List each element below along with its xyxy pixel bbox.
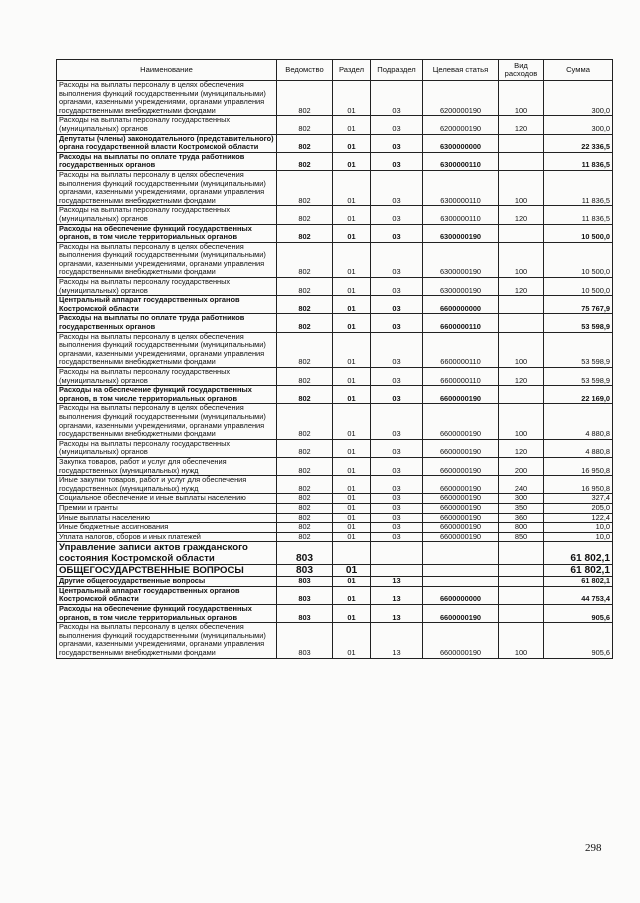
cell-sum: 300,0: [544, 116, 613, 134]
cell-sum: 205,0: [544, 503, 613, 513]
cell-dept: 802: [277, 386, 333, 404]
cell-sum: 61 802,1: [544, 542, 613, 565]
header-dept: Ведомство: [277, 60, 333, 81]
table-row: [57, 206, 613, 224]
cell-section: 01: [333, 513, 371, 523]
cell-type: 100: [499, 242, 544, 277]
cell-article: 6300000110: [423, 152, 499, 170]
cell-section: 01: [333, 242, 371, 277]
cell-sum: 10 500,0: [544, 224, 613, 242]
cell-name: Другие общегосударственные вопросы: [57, 577, 277, 587]
budget-table: [56, 59, 613, 659]
cell-subsection: 03: [371, 206, 423, 224]
cell-subsection: 03: [371, 134, 423, 152]
cell-name: Иные выплаты населению: [57, 513, 277, 523]
cell-sum: 75 767,9: [544, 296, 613, 314]
cell-article: 6200000190: [423, 116, 499, 134]
cell-dept: 802: [277, 278, 333, 296]
table-row: [57, 523, 613, 533]
cell-section: 01: [333, 523, 371, 533]
cell-subsection: 03: [371, 494, 423, 504]
cell-name: Закупка товаров, работ и услуг для обеспечения государственных (муниципальных) нужд: [57, 457, 277, 475]
cell-section: 01: [333, 206, 371, 224]
cell-dept: 802: [277, 242, 333, 277]
cell-section: 01: [333, 314, 371, 332]
cell-subsection: 13: [371, 586, 423, 604]
cell-section: 01: [333, 116, 371, 134]
cell-article: 6600000190: [423, 457, 499, 475]
cell-type: 350: [499, 503, 544, 513]
cell-type: 300: [499, 494, 544, 504]
cell-dept: 802: [277, 170, 333, 205]
cell-type: 120: [499, 116, 544, 134]
cell-section: 01: [333, 296, 371, 314]
cell-name: Депутаты (члены) законодательного (представительного) органа государственной власти Костромской области: [57, 134, 277, 152]
cell-dept: 802: [277, 457, 333, 475]
cell-name: Расходы на обеспечение функций государственных органов, в том числе территориальных органов: [57, 224, 277, 242]
cell-article: 6600000190: [423, 513, 499, 523]
cell-dept: 803: [277, 623, 333, 658]
cell-type: [499, 314, 544, 332]
cell-name: Управление записи актов гражданского состояния Костромской области: [57, 542, 277, 565]
cell-type: [499, 605, 544, 623]
table-row: [57, 542, 613, 565]
cell-section: 01: [333, 368, 371, 386]
cell-sum: 53 598,9: [544, 368, 613, 386]
table-row: [57, 296, 613, 314]
cell-sum: 905,6: [544, 605, 613, 623]
cell-article: 6600000190: [423, 532, 499, 542]
table-row: [57, 586, 613, 604]
cell-name: Иные закупки товаров, работ и услуг для обеспечения государственных (муниципальных) нужд: [57, 476, 277, 494]
cell-name: Расходы на выплаты персоналу в целях обеспечения выполнения функций государственными (муниципальными) органами, казенными учреждениями, органами управления государственными внебюджетными фондами: [57, 404, 277, 439]
cell-subsection: 03: [371, 476, 423, 494]
table-row: [57, 314, 613, 332]
cell-name: Центральный аппарат государственных органов Костромской области: [57, 586, 277, 604]
cell-dept: 802: [277, 368, 333, 386]
cell-sum: 4 880,8: [544, 439, 613, 457]
cell-dept: 802: [277, 439, 333, 457]
cell-type: 850: [499, 532, 544, 542]
cell-dept: 802: [277, 314, 333, 332]
cell-subsection: 03: [371, 242, 423, 277]
cell-type: [499, 577, 544, 587]
cell-name: Расходы на выплаты персоналу в целях обеспечения выполнения функций государственными (муниципальными) органами, казенными учреждениями, органами управления государственными внебюджетными фондами: [57, 623, 277, 658]
cell-dept: 802: [277, 116, 333, 134]
cell-type: [499, 586, 544, 604]
cell-dept: 802: [277, 152, 333, 170]
cell-section: [333, 542, 371, 565]
cell-type: 120: [499, 278, 544, 296]
header-section: Раздел: [333, 60, 371, 81]
cell-dept: 802: [277, 224, 333, 242]
cell-name: Социальное обеспечение и иные выплаты населению: [57, 494, 277, 504]
cell-article: [423, 565, 499, 577]
cell-section: 01: [333, 457, 371, 475]
cell-article: 6600000190: [423, 523, 499, 533]
cell-section: 01: [333, 623, 371, 658]
cell-sum: 4 880,8: [544, 404, 613, 439]
cell-subsection: 03: [371, 296, 423, 314]
cell-dept: 802: [277, 332, 333, 367]
cell-name: Расходы на выплаты по оплате труда работников государственных органов: [57, 152, 277, 170]
cell-subsection: 03: [371, 81, 423, 116]
cell-subsection: 03: [371, 523, 423, 533]
cell-article: 6600000110: [423, 314, 499, 332]
cell-name: Расходы на выплаты персоналу в целях обеспечения выполнения функций государственными (муниципальными) органами, казенными учреждениями, органами управления государственными внебюджетными фондами: [57, 332, 277, 367]
cell-name: Расходы на выплаты по оплате труда работников государственных органов: [57, 314, 277, 332]
cell-dept: 803: [277, 565, 333, 577]
cell-sum: 61 802,1: [544, 577, 613, 587]
cell-sum: 10,0: [544, 523, 613, 533]
table-row: [57, 439, 613, 457]
cell-section: 01: [333, 278, 371, 296]
cell-type: 120: [499, 206, 544, 224]
cell-sum: 10,0: [544, 532, 613, 542]
cell-section: 01: [333, 170, 371, 205]
cell-sum: 11 836,5: [544, 206, 613, 224]
cell-sum: 22 336,5: [544, 134, 613, 152]
cell-sum: 16 950,8: [544, 476, 613, 494]
cell-type: [499, 152, 544, 170]
table-row: [57, 134, 613, 152]
cell-type: [499, 542, 544, 565]
cell-name: Расходы на выплаты персоналу государственных (муниципальных) органов: [57, 278, 277, 296]
header-type: Вид расходов: [499, 60, 544, 81]
cell-type: [499, 134, 544, 152]
cell-name: Премии и гранты: [57, 503, 277, 513]
cell-section: 01: [333, 476, 371, 494]
table-row: [57, 170, 613, 205]
header-name: Наименование: [57, 60, 277, 81]
cell-article: 6300000110: [423, 206, 499, 224]
cell-type: [499, 565, 544, 577]
cell-subsection: 03: [371, 457, 423, 475]
table-body: [57, 81, 613, 659]
table-row: [57, 565, 613, 577]
cell-sum: 10 500,0: [544, 242, 613, 277]
cell-dept: 802: [277, 523, 333, 533]
cell-dept: 802: [277, 503, 333, 513]
cell-section: 01: [333, 439, 371, 457]
cell-subsection: 03: [371, 224, 423, 242]
table-row: [57, 386, 613, 404]
cell-sum: 22 169,0: [544, 386, 613, 404]
table-row: [57, 623, 613, 658]
cell-sum: 122,4: [544, 513, 613, 523]
cell-dept: 803: [277, 577, 333, 587]
table-row: [57, 577, 613, 587]
cell-name: Иные бюджетные ассигнования: [57, 523, 277, 533]
cell-name: ОБЩЕГОСУДАРСТВЕННЫЕ ВОПРОСЫ: [57, 565, 277, 577]
cell-subsection: 03: [371, 503, 423, 513]
cell-subsection: [371, 542, 423, 565]
cell-dept: 802: [277, 476, 333, 494]
cell-dept: 803: [277, 586, 333, 604]
cell-dept: 802: [277, 296, 333, 314]
cell-name: Расходы на выплаты персоналу в целях обеспечения выполнения функций государственными (муниципальными) органами, казенными учреждениями, органами управления государственными внебюджетными фондами: [57, 170, 277, 205]
table-row: [57, 404, 613, 439]
header-sum: Сумма: [544, 60, 613, 81]
table-row: [57, 81, 613, 116]
cell-article: 6300000190: [423, 242, 499, 277]
cell-article: 6600000000: [423, 586, 499, 604]
cell-subsection: [371, 565, 423, 577]
cell-type: [499, 296, 544, 314]
cell-article: 6300000190: [423, 224, 499, 242]
cell-subsection: 03: [371, 439, 423, 457]
cell-section: 01: [333, 152, 371, 170]
cell-subsection: 03: [371, 152, 423, 170]
cell-name: Расходы на выплаты персоналу в целях обеспечения выполнения функций государственными (муниципальными) органами, казенными учреждениями, органами управления государственными внебюджетными фондами: [57, 242, 277, 277]
cell-section: 01: [333, 532, 371, 542]
cell-section: 01: [333, 224, 371, 242]
cell-section: 01: [333, 503, 371, 513]
cell-type: 360: [499, 513, 544, 523]
cell-type: [499, 386, 544, 404]
cell-type: 100: [499, 404, 544, 439]
cell-type: 100: [499, 170, 544, 205]
cell-article: 6600000190: [423, 503, 499, 513]
cell-section: 01: [333, 134, 371, 152]
cell-article: 6600000000: [423, 296, 499, 314]
cell-article: 6600000190: [423, 476, 499, 494]
cell-subsection: 03: [371, 513, 423, 523]
table-row: [57, 224, 613, 242]
cell-section: 01: [333, 81, 371, 116]
cell-name: Расходы на выплаты персоналу государственных (муниципальных) органов: [57, 439, 277, 457]
cell-sum: 300,0: [544, 81, 613, 116]
table-row: [57, 332, 613, 367]
cell-article: 6600000110: [423, 332, 499, 367]
cell-section: 01: [333, 577, 371, 587]
cell-type: 100: [499, 81, 544, 116]
cell-type: 200: [499, 457, 544, 475]
cell-subsection: 13: [371, 605, 423, 623]
cell-type: 100: [499, 332, 544, 367]
cell-subsection: 03: [371, 170, 423, 205]
cell-subsection: 03: [371, 116, 423, 134]
cell-article: 6600000190: [423, 623, 499, 658]
cell-section: 01: [333, 386, 371, 404]
table-row: [57, 532, 613, 542]
cell-subsection: 03: [371, 368, 423, 386]
table-row: [57, 116, 613, 134]
cell-dept: 802: [277, 532, 333, 542]
table-row: [57, 368, 613, 386]
cell-article: 6600000190: [423, 404, 499, 439]
cell-section: 01: [333, 586, 371, 604]
cell-type: 240: [499, 476, 544, 494]
cell-article: [423, 542, 499, 565]
cell-section: 01: [333, 404, 371, 439]
cell-subsection: 03: [371, 314, 423, 332]
cell-sum: 11 836,5: [544, 152, 613, 170]
cell-name: Расходы на выплаты персоналу государственных (муниципальных) органов: [57, 368, 277, 386]
cell-sum: 905,6: [544, 623, 613, 658]
table-row: [57, 278, 613, 296]
cell-sum: 44 753,4: [544, 586, 613, 604]
table-row: [57, 457, 613, 475]
cell-sum: 10 500,0: [544, 278, 613, 296]
cell-name: Расходы на обеспечение функций государственных органов, в том числе территориальных органов: [57, 386, 277, 404]
table-row: [57, 152, 613, 170]
cell-name: Расходы на обеспечение функций государственных органов, в том числе территориальных органов: [57, 605, 277, 623]
cell-section: 01: [333, 494, 371, 504]
cell-type: 120: [499, 368, 544, 386]
cell-article: 6600000190: [423, 439, 499, 457]
cell-sum: 53 598,9: [544, 332, 613, 367]
cell-subsection: 03: [371, 332, 423, 367]
cell-subsection: 03: [371, 404, 423, 439]
cell-name: Расходы на выплаты персоналу государственных (муниципальных) органов: [57, 116, 277, 134]
table-row: [57, 503, 613, 513]
cell-type: 100: [499, 623, 544, 658]
cell-article: 6600000190: [423, 386, 499, 404]
cell-article: 6300000190: [423, 278, 499, 296]
cell-type: [499, 224, 544, 242]
cell-dept: 802: [277, 494, 333, 504]
cell-name: Расходы на выплаты персоналу государственных (муниципальных) органов: [57, 206, 277, 224]
cell-dept: 803: [277, 605, 333, 623]
cell-sum: 11 836,5: [544, 170, 613, 205]
table-row: [57, 242, 613, 277]
cell-dept: 802: [277, 206, 333, 224]
table-row: [57, 605, 613, 623]
cell-subsection: 13: [371, 577, 423, 587]
cell-article: 6200000190: [423, 81, 499, 116]
cell-sum: 327,4: [544, 494, 613, 504]
cell-sum: 53 598,9: [544, 314, 613, 332]
cell-name: Центральный аппарат государственных органов Костромской области: [57, 296, 277, 314]
cell-type: 800: [499, 523, 544, 533]
cell-subsection: 03: [371, 532, 423, 542]
cell-dept: 802: [277, 404, 333, 439]
cell-name: Уплата налогов, сборов и иных платежей: [57, 532, 277, 542]
cell-type: 120: [499, 439, 544, 457]
page-number: 298: [585, 842, 602, 854]
cell-section: 01: [333, 565, 371, 577]
table-header-row: [57, 60, 613, 81]
cell-article: 6600000190: [423, 605, 499, 623]
cell-article: 6600000190: [423, 494, 499, 504]
table-row: [57, 476, 613, 494]
cell-name: Расходы на выплаты персоналу в целях обеспечения выполнения функций государственными (муниципальными) органами, казенными учреждениями, органами управления государственными внебюджетными фондами: [57, 81, 277, 116]
cell-dept: 802: [277, 513, 333, 523]
cell-dept: 802: [277, 81, 333, 116]
cell-article: 6300000110: [423, 170, 499, 205]
cell-section: 01: [333, 605, 371, 623]
table-row: [57, 494, 613, 504]
cell-sum: 16 950,8: [544, 457, 613, 475]
cell-article: 6600000110: [423, 368, 499, 386]
cell-dept: 803: [277, 542, 333, 565]
cell-subsection: 03: [371, 386, 423, 404]
cell-section: 01: [333, 332, 371, 367]
header-article: Целевая статья: [423, 60, 499, 81]
cell-dept: 802: [277, 134, 333, 152]
cell-sum: 61 802,1: [544, 565, 613, 577]
cell-subsection: 03: [371, 278, 423, 296]
cell-article: [423, 577, 499, 587]
cell-article: 6300000000: [423, 134, 499, 152]
cell-subsection: 13: [371, 623, 423, 658]
header-subsection: Подраздел: [371, 60, 423, 81]
